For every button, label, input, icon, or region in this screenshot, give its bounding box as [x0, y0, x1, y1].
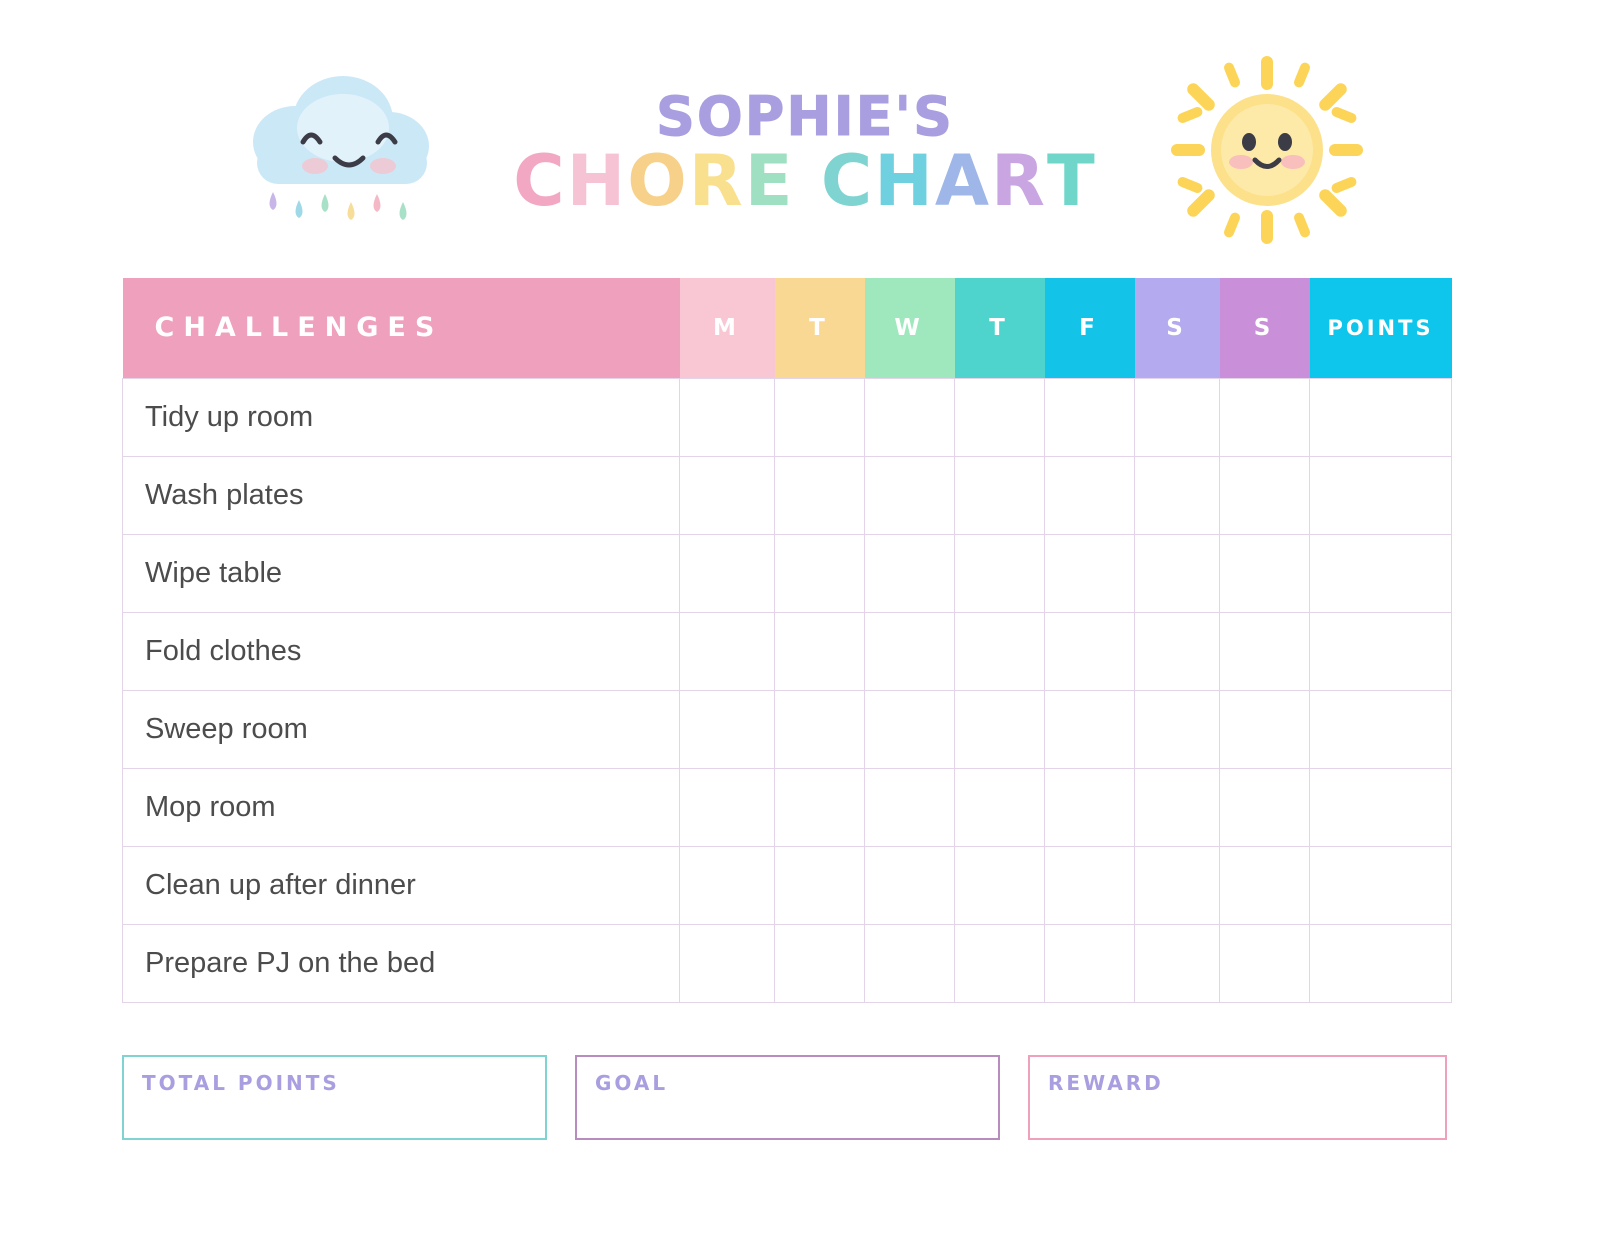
day-checkbox-cell[interactable]: [680, 768, 775, 846]
column-thursday: T: [955, 278, 1045, 378]
day-checkbox-cell[interactable]: [865, 690, 955, 768]
day-checkbox-cell[interactable]: [775, 768, 865, 846]
task-label: Prepare PJ on the bed: [123, 924, 680, 1002]
page-header: [0, 40, 1600, 260]
title-letter: E: [744, 140, 795, 223]
day-checkbox-cell[interactable]: [955, 534, 1045, 612]
day-checkbox-cell[interactable]: [680, 612, 775, 690]
points-cell[interactable]: [1310, 456, 1452, 534]
task-label: Sweep room: [123, 690, 680, 768]
title-line-two: [513, 140, 1097, 223]
footer-boxes: [122, 1055, 1447, 1140]
day-checkbox-cell[interactable]: [1220, 612, 1310, 690]
column-challenges: CHALLENGES: [123, 278, 680, 378]
title-letter: H: [874, 140, 935, 223]
column-points: POINTS: [1310, 278, 1452, 378]
table-row: [123, 456, 1452, 534]
day-checkbox-cell[interactable]: [1220, 534, 1310, 612]
day-checkbox-cell[interactable]: [1135, 846, 1220, 924]
column-saturday: S: [1135, 278, 1220, 378]
day-checkbox-cell[interactable]: [955, 612, 1045, 690]
table-body: [123, 378, 1452, 1002]
title-letter: O: [627, 140, 689, 223]
day-checkbox-cell[interactable]: [775, 456, 865, 534]
day-checkbox-cell[interactable]: [1045, 768, 1135, 846]
column-tuesday: T: [775, 278, 865, 378]
table-row: [123, 846, 1452, 924]
day-checkbox-cell[interactable]: [1045, 924, 1135, 1002]
day-checkbox-cell[interactable]: [1045, 378, 1135, 456]
goal-label: GOAL: [595, 1071, 669, 1095]
day-checkbox-cell[interactable]: [865, 612, 955, 690]
title-letter: H: [566, 140, 628, 223]
day-checkbox-cell[interactable]: [1045, 456, 1135, 534]
day-checkbox-cell[interactable]: [680, 456, 775, 534]
happy-sun-icon: [1157, 50, 1377, 250]
day-checkbox-cell[interactable]: [1045, 534, 1135, 612]
day-checkbox-cell[interactable]: [955, 378, 1045, 456]
title-letter: A: [934, 140, 992, 223]
page-title: [513, 85, 1097, 223]
points-cell[interactable]: [1310, 612, 1452, 690]
day-checkbox-cell[interactable]: [775, 690, 865, 768]
day-checkbox-cell[interactable]: [775, 924, 865, 1002]
task-label: Clean up after dinner: [123, 846, 680, 924]
task-label: Wipe table: [123, 534, 680, 612]
day-checkbox-cell[interactable]: [680, 534, 775, 612]
task-label: Wash plates: [123, 456, 680, 534]
day-checkbox-cell[interactable]: [1220, 378, 1310, 456]
table-row: [123, 612, 1452, 690]
day-checkbox-cell[interactable]: [1135, 924, 1220, 1002]
column-monday: M: [680, 278, 775, 378]
reward-label: REWARD: [1048, 1071, 1164, 1095]
title-letter: C: [513, 140, 567, 223]
day-checkbox-cell[interactable]: [680, 690, 775, 768]
column-sunday: S: [1220, 278, 1310, 378]
day-checkbox-cell[interactable]: [865, 924, 955, 1002]
day-checkbox-cell[interactable]: [1220, 768, 1310, 846]
day-checkbox-cell[interactable]: [1135, 612, 1220, 690]
day-checkbox-cell[interactable]: [955, 690, 1045, 768]
title-line-one: SOPHIE'S: [656, 85, 954, 149]
day-checkbox-cell[interactable]: [1135, 534, 1220, 612]
table-row: [123, 690, 1452, 768]
title-letter: R: [991, 140, 1047, 223]
day-checkbox-cell[interactable]: [865, 768, 955, 846]
day-checkbox-cell[interactable]: [1220, 924, 1310, 1002]
table-header-row: [123, 278, 1452, 378]
day-checkbox-cell[interactable]: [865, 378, 955, 456]
day-checkbox-cell[interactable]: [1045, 690, 1135, 768]
table-row: [123, 924, 1452, 1002]
day-checkbox-cell[interactable]: [1135, 456, 1220, 534]
points-cell[interactable]: [1310, 690, 1452, 768]
day-checkbox-cell[interactable]: [865, 846, 955, 924]
task-label: Fold clothes: [123, 612, 680, 690]
day-checkbox-cell[interactable]: [1135, 690, 1220, 768]
task-label: Tidy up room: [123, 378, 680, 456]
day-checkbox-cell[interactable]: [775, 378, 865, 456]
title-letter: [795, 148, 821, 215]
day-checkbox-cell[interactable]: [680, 924, 775, 1002]
day-checkbox-cell[interactable]: [775, 846, 865, 924]
points-cell[interactable]: [1310, 924, 1452, 1002]
day-checkbox-cell[interactable]: [1045, 612, 1135, 690]
day-checkbox-cell[interactable]: [865, 534, 955, 612]
table-row: [123, 768, 1452, 846]
day-checkbox-cell[interactable]: [775, 612, 865, 690]
task-label: Mop room: [123, 768, 680, 846]
title-letter: T: [1046, 140, 1097, 223]
day-checkbox-cell[interactable]: [1135, 378, 1220, 456]
reward-box[interactable]: [1028, 1055, 1447, 1140]
day-checkbox-cell[interactable]: [775, 534, 865, 612]
chore-table: [122, 278, 1452, 1003]
points-cell[interactable]: [1310, 534, 1452, 612]
goal-box[interactable]: [575, 1055, 1000, 1140]
day-checkbox-cell[interactable]: [955, 924, 1045, 1002]
day-checkbox-cell[interactable]: [865, 456, 955, 534]
table-row: [123, 534, 1452, 612]
day-checkbox-cell[interactable]: [955, 456, 1045, 534]
column-wednesday: W: [865, 278, 955, 378]
title-letter: C: [820, 140, 875, 223]
day-checkbox-cell[interactable]: [1045, 846, 1135, 924]
day-checkbox-cell[interactable]: [1220, 456, 1310, 534]
title-letter: R: [688, 140, 745, 223]
column-friday: F: [1045, 278, 1135, 378]
points-cell[interactable]: [1310, 846, 1452, 924]
day-checkbox-cell[interactable]: [680, 378, 775, 456]
happy-rain-cloud-icon: [223, 50, 453, 250]
day-checkbox-cell[interactable]: [955, 846, 1045, 924]
points-cell[interactable]: [1310, 378, 1452, 456]
points-cell[interactable]: [1310, 768, 1452, 846]
day-checkbox-cell[interactable]: [955, 768, 1045, 846]
total-points-box[interactable]: [122, 1055, 547, 1140]
day-checkbox-cell[interactable]: [1220, 690, 1310, 768]
day-checkbox-cell[interactable]: [1220, 846, 1310, 924]
total-points-label: TOTAL POINTS: [142, 1071, 340, 1095]
day-checkbox-cell[interactable]: [680, 846, 775, 924]
table-row: [123, 378, 1452, 456]
day-checkbox-cell[interactable]: [1135, 768, 1220, 846]
